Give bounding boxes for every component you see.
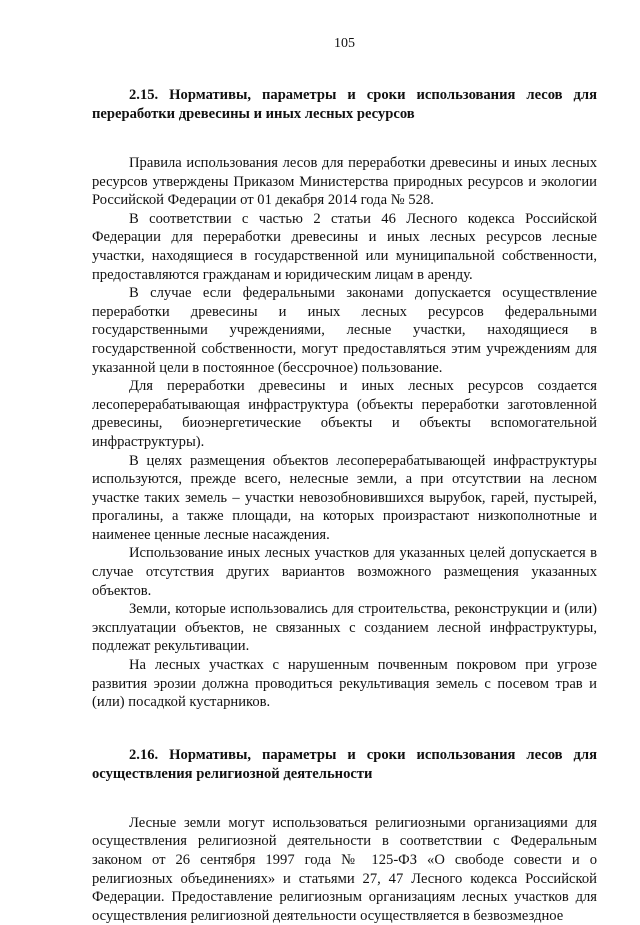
paragraph: Для переработки древесины и иных лесных ресурсов создается лесоперерабатывающая инфраструктура (объекты переработки заготовленной древесины, биоэнергетические объекты и объекты вспомогательной инфраструктуры). [92,378,597,450]
paragraph: Лесные земли могут использоваться религиозными организациями для осуществления религиозной деятельности в соответствии с Федеральным законом от 26 сентября 1997 года № 125-ФЗ «О свободе совести и о религиозных объединениях» и статьями 27, 47 Лесного кодекса Российской Федерации. Предоставление религиозным организациям лесных участков для осуществления религиозной деятельности осуществляется в безвозмездное [92,814,597,924]
paragraph: В случае если федеральными законами допускается осуществление переработки древесины и иных лесных ресурсов федеральными государственными учреждениями, лесные участки, находящиеся в государственной собственности, могут предоставляться этим учреждениям для указанной цели в постоянное (бессрочное) пользование. [92,285,597,376]
paragraph: В соответствии с частью 2 статьи 46 Лесного кодекса Российской Федерации для переработки древесины и иных лесных ресурсов лесные участки, находящиеся в государственной или муниципальной собственности, предоставляются гражданам и юридическим лицам в аренду. [92,210,597,283]
paragraph: Правила использования лесов для переработки древесины и иных лесных ресурсов утверждены Приказом Министерства природных ресурсов и экологии Российской Федерации от 01 декабря 2014 года № 528. [92,155,597,209]
section-heading-2-16: 2.16. Нормативы, параметры и сроки использования лесов для осуществления религиозной деятельности [92,746,597,782]
paragraph: В целях размещения объектов лесоперерабатывающей инфраструктуры используются, прежде всего, нелесные земли, а при отсутствии на лесном участке таких земель – участки невозобновившихся вырубок, гарей, пустырей, прогалины, а также площади, на которых произрастают низкополнотные и наименее ценные лесные насаждения. [92,452,597,543]
document-page [92,36,597,925]
page-number: 105 [334,36,355,51]
paragraph: Использование иных лесных участков для указанных целей допускается в случае отсутствия других вариантов возможного размещения указанных объектов. [92,545,597,599]
paragraph: На лесных участках с нарушенным почвенным покровом при угрозе развития эрозии должна проводиться рекультивация земель с посевом трав и (или) посадкой кустарников. [92,657,597,711]
paragraph: Земли, которые использовались для строительства, реконструкции и (или) эксплуатации объектов, не связанных с созданием лесной инфраструктуры, подлежат рекультивации. [92,601,597,655]
section-heading-2-15: 2.15. Нормативы, параметры и сроки использования лесов для переработки древесины и иных лесных ресурсов [92,87,597,122]
